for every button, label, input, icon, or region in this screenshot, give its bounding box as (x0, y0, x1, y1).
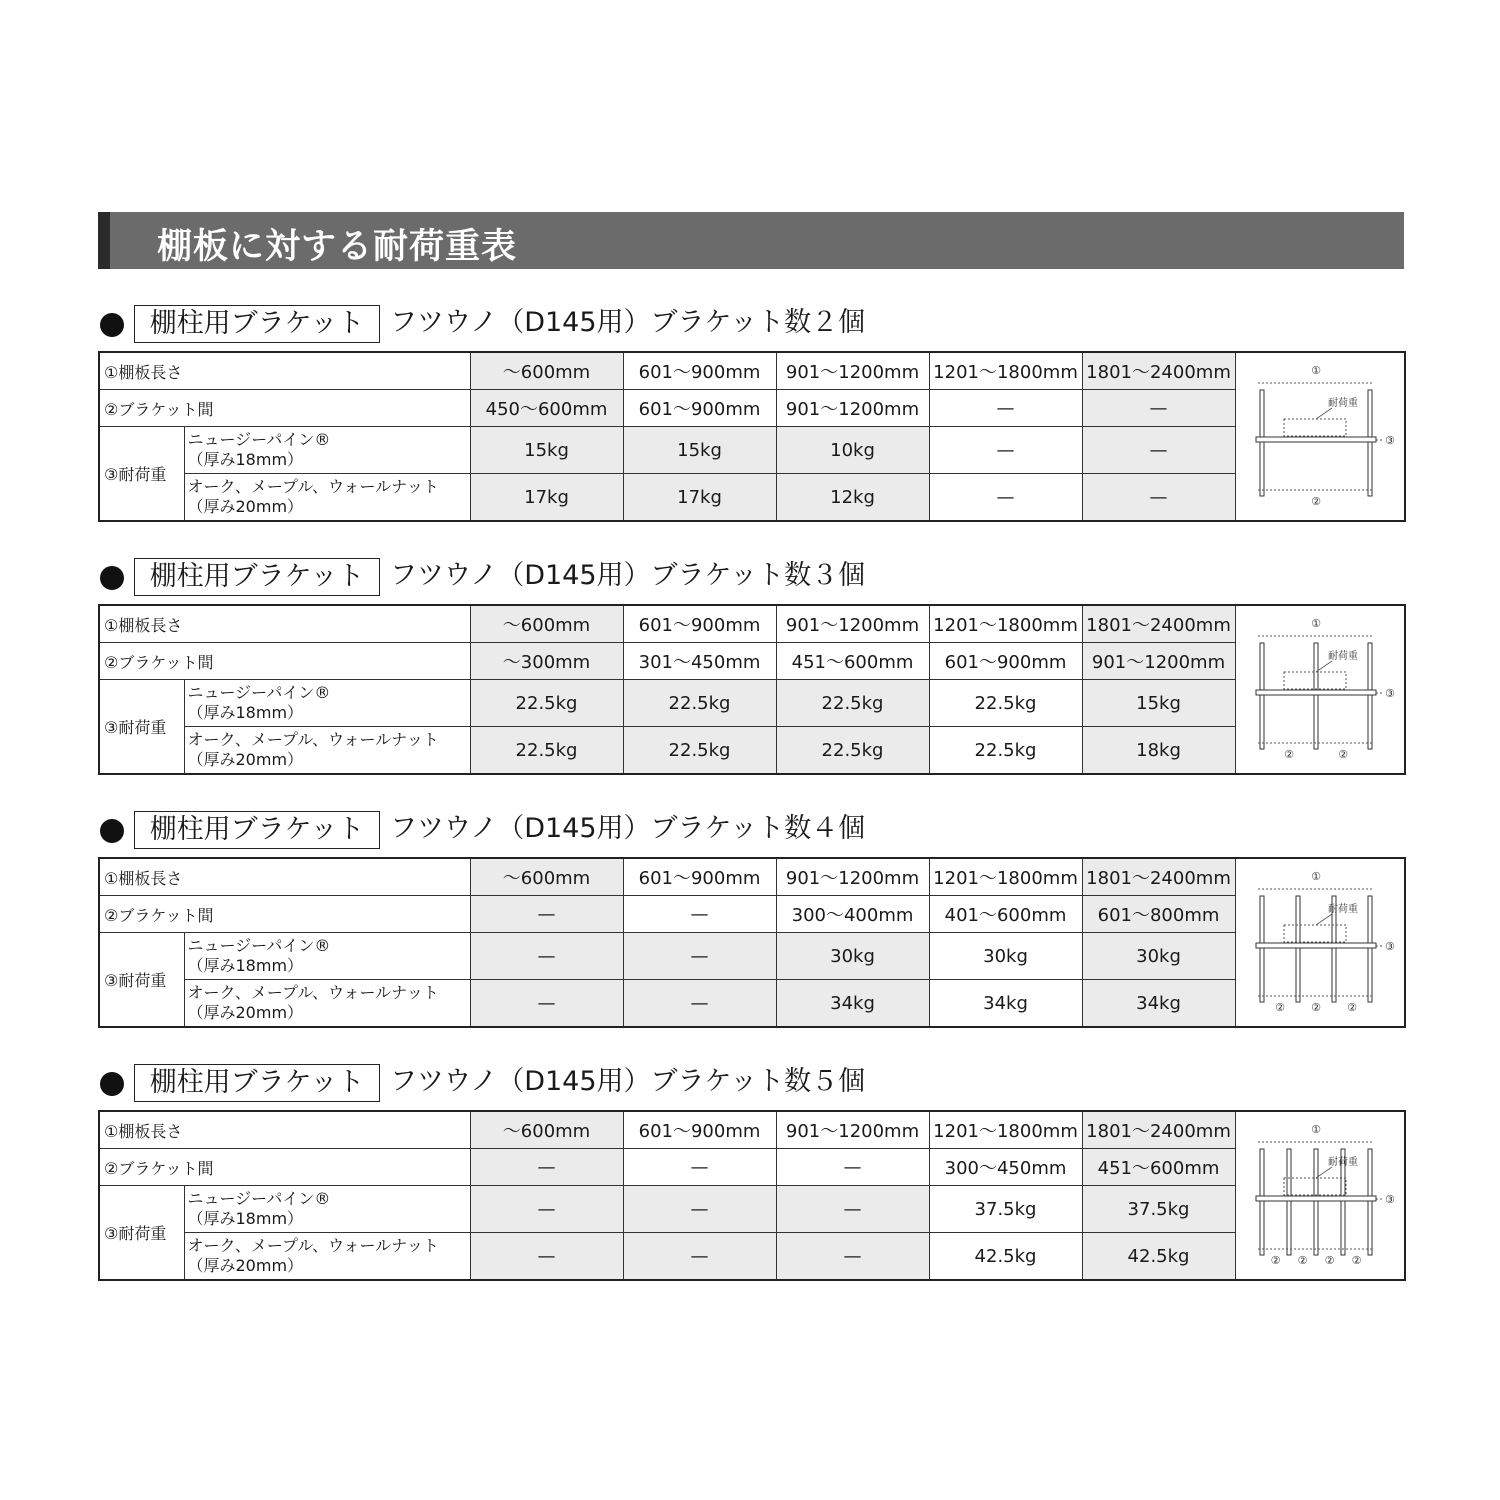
load-hardwood-row (99, 1233, 1405, 1281)
material-label: オーク、メープル、ウォールナット （厚み20mm） (184, 1233, 470, 1281)
material-label: ニュージーパイン® （厚み18mm） (184, 427, 470, 474)
spacing-marker: ② (1274, 1000, 1285, 1014)
load-hardwood-row (99, 727, 1405, 775)
row-label: ②ブラケット間 (99, 1149, 470, 1186)
length-marker: ① (1310, 869, 1321, 883)
upright-post (1368, 390, 1372, 496)
value-cell: — (470, 896, 623, 933)
upright-post (1287, 1149, 1291, 1255)
value-cell: — (1082, 474, 1235, 522)
value-cell: 30kg (1082, 933, 1235, 980)
shelf-board (1256, 437, 1376, 442)
value-cell: 10kg (776, 427, 929, 474)
value-cell: 22.5kg (929, 727, 1082, 775)
material-label: ニュージーパイン® （厚み18mm） (184, 933, 470, 980)
row-label: ②ブラケット間 (99, 643, 470, 680)
value-cell: 601～900mm (623, 605, 776, 643)
row-label: ②ブラケット間 (99, 390, 470, 427)
shelf-diagram (1238, 362, 1402, 512)
value-cell: 42.5kg (1082, 1233, 1235, 1281)
length-row (99, 858, 1405, 896)
spacing-marker: ② (1270, 1253, 1281, 1267)
load-hardwood-row (99, 474, 1405, 522)
value-cell: 601～900mm (623, 858, 776, 896)
section-title: フツウノ（D145用）ブラケット数３個 (390, 560, 866, 591)
row-label: ③耐荷重 (99, 680, 184, 775)
material-label: ニュージーパイン® （厚み18mm） (184, 1186, 470, 1233)
value-cell: ～600mm (470, 858, 623, 896)
diagram-cell (1235, 352, 1405, 521)
thickness-marker: ③ (1384, 433, 1395, 447)
spacing-row (99, 896, 1405, 933)
load-table (98, 857, 1406, 1028)
value-cell: 301～450mm (623, 643, 776, 680)
value-cell: 901～1200mm (776, 1111, 929, 1149)
shelf-board (1256, 943, 1376, 948)
material-label: オーク、メープル、ウォールナット （厚み20mm） (184, 474, 470, 522)
value-cell: 34kg (776, 980, 929, 1028)
value-cell: 1801～2400mm (1082, 858, 1235, 896)
value-cell: 15kg (1082, 680, 1235, 727)
upright-post (1260, 1149, 1264, 1255)
shelf-diagram (1238, 1121, 1402, 1271)
spacing-row (99, 1149, 1405, 1186)
bracket-type-tag: 棚柱用ブラケット (134, 1064, 380, 1102)
value-cell: 22.5kg (470, 680, 623, 727)
section-heading (98, 810, 1404, 850)
bracket-type-tag: 棚柱用ブラケット (134, 305, 380, 343)
thickness-marker: ③ (1384, 939, 1395, 953)
value-cell: 901～1200mm (776, 858, 929, 896)
value-cell: — (470, 1149, 623, 1186)
value-cell: 901～1200mm (776, 390, 929, 427)
load-pine-row (99, 427, 1405, 474)
value-cell: — (623, 1186, 776, 1233)
value-cell: 451～600mm (1082, 1149, 1235, 1186)
load-label: 耐荷重 (1327, 650, 1358, 662)
value-cell: 1201～1800mm (929, 858, 1082, 896)
value-cell: 34kg (1082, 980, 1235, 1028)
load-section (98, 810, 1404, 1022)
load-label: 耐荷重 (1327, 1156, 1358, 1168)
spacing-marker: ② (1337, 747, 1348, 761)
value-cell: — (929, 390, 1082, 427)
spacing-marker: ② (1283, 747, 1294, 761)
load-table (98, 604, 1406, 775)
value-cell: 601～900mm (623, 1111, 776, 1149)
value-cell: 1801～2400mm (1082, 1111, 1235, 1149)
shelf-diagram (1238, 868, 1402, 1018)
value-cell: 401～600mm (929, 896, 1082, 933)
value-cell: 37.5kg (929, 1186, 1082, 1233)
value-cell: — (929, 474, 1082, 522)
load-table (98, 1110, 1406, 1281)
value-cell: — (623, 1149, 776, 1186)
value-cell: 30kg (929, 933, 1082, 980)
value-cell: ～600mm (470, 352, 623, 390)
bracket-type-tag: 棚柱用ブラケット (134, 811, 380, 849)
row-label: ③耐荷重 (99, 933, 184, 1028)
value-cell: 37.5kg (1082, 1186, 1235, 1233)
upright-post (1260, 896, 1264, 1002)
value-cell: 1201～1800mm (929, 1111, 1082, 1149)
value-cell: 22.5kg (623, 727, 776, 775)
thickness-marker: ③ (1384, 1192, 1395, 1206)
bullet-icon (100, 313, 124, 337)
load-area (1284, 925, 1346, 942)
upright-post (1260, 390, 1264, 496)
section-heading (98, 1063, 1404, 1103)
upright-post (1314, 1149, 1318, 1255)
value-cell: 1801～2400mm (1082, 352, 1235, 390)
load-leader (1316, 914, 1332, 925)
load-table (98, 351, 1406, 522)
value-cell: 901～1200mm (776, 605, 929, 643)
value-cell: 1201～1800mm (929, 352, 1082, 390)
material-label: オーク、メープル、ウォールナット （厚み20mm） (184, 727, 470, 775)
value-cell: ～600mm (470, 1111, 623, 1149)
value-cell: 901～1200mm (776, 352, 929, 390)
value-cell: 22.5kg (470, 727, 623, 775)
value-cell: 1201～1800mm (929, 605, 1082, 643)
shelf-diagram (1238, 615, 1402, 765)
value-cell: 17kg (470, 474, 623, 522)
value-cell: 601～900mm (623, 352, 776, 390)
page-title-banner (98, 212, 1404, 269)
value-cell: 17kg (623, 474, 776, 522)
value-cell: 18kg (1082, 727, 1235, 775)
value-cell: — (623, 933, 776, 980)
page-title: 棚板に対する耐荷重表 (157, 227, 518, 267)
value-cell: — (470, 933, 623, 980)
bullet-icon (100, 566, 124, 590)
value-cell: 12kg (776, 474, 929, 522)
upright-post (1296, 896, 1300, 1002)
spacing-marker: ② (1310, 494, 1321, 508)
load-pine-row (99, 933, 1405, 980)
value-cell: 300～400mm (776, 896, 929, 933)
diagram-cell (1235, 858, 1405, 1027)
load-label: 耐荷重 (1327, 397, 1358, 409)
load-section (98, 1063, 1404, 1275)
value-cell: 450～600mm (470, 390, 623, 427)
upright-post (1368, 896, 1372, 1002)
value-cell: 22.5kg (776, 680, 929, 727)
material-label: ニュージーパイン® （厚み18mm） (184, 680, 470, 727)
section-title: フツウノ（D145用）ブラケット数４個 (390, 813, 866, 844)
value-cell: — (776, 1233, 929, 1281)
load-section (98, 557, 1404, 769)
spacing-marker: ② (1346, 1000, 1357, 1014)
upright-post (1314, 643, 1318, 749)
length-row (99, 1111, 1405, 1149)
section-heading (98, 304, 1404, 344)
value-cell: 15kg (623, 427, 776, 474)
load-section (98, 304, 1404, 516)
length-marker: ① (1310, 616, 1321, 630)
row-label: ③耐荷重 (99, 1186, 184, 1281)
value-cell: 451～600mm (776, 643, 929, 680)
value-cell: — (776, 1186, 929, 1233)
value-cell: — (623, 980, 776, 1028)
value-cell: — (623, 1233, 776, 1281)
value-cell: — (1082, 390, 1235, 427)
row-label: ①棚板長さ (99, 858, 470, 896)
value-cell: 30kg (776, 933, 929, 980)
value-cell: 601～900mm (929, 643, 1082, 680)
shelf-board (1256, 1196, 1376, 1201)
value-cell: 22.5kg (776, 727, 929, 775)
value-cell: — (1082, 427, 1235, 474)
value-cell: 42.5kg (929, 1233, 1082, 1281)
value-cell: — (470, 1233, 623, 1281)
value-cell: — (470, 1186, 623, 1233)
value-cell: 601～900mm (623, 390, 776, 427)
value-cell: 601～800mm (1082, 896, 1235, 933)
section-title: フツウノ（D145用）ブラケット数２個 (390, 307, 866, 338)
value-cell: 22.5kg (623, 680, 776, 727)
length-marker: ① (1310, 1122, 1321, 1136)
bullet-icon (100, 819, 124, 843)
value-cell: 34kg (929, 980, 1082, 1028)
value-cell: ～600mm (470, 605, 623, 643)
value-cell: 300～450mm (929, 1149, 1082, 1186)
bracket-type-tag: 棚柱用ブラケット (134, 558, 380, 596)
value-cell: — (623, 896, 776, 933)
value-cell: 901～1200mm (1082, 643, 1235, 680)
upright-post (1368, 643, 1372, 749)
spacing-row (99, 643, 1405, 680)
length-marker: ① (1310, 363, 1321, 377)
load-label: 耐荷重 (1327, 903, 1358, 915)
row-label: ①棚板長さ (99, 605, 470, 643)
upright-post (1260, 643, 1264, 749)
spacing-marker: ② (1297, 1253, 1308, 1267)
value-cell: 22.5kg (929, 680, 1082, 727)
row-label: ③耐荷重 (99, 427, 184, 522)
diagram-cell (1235, 1111, 1405, 1280)
diagram-cell (1235, 605, 1405, 774)
value-cell: 1801～2400mm (1082, 605, 1235, 643)
shelf-board (1256, 690, 1376, 695)
length-row (99, 605, 1405, 643)
spacing-marker: ② (1324, 1253, 1335, 1267)
section-heading (98, 557, 1404, 597)
length-row (99, 352, 1405, 390)
material-label: オーク、メープル、ウォールナット （厚み20mm） (184, 980, 470, 1028)
load-pine-row (99, 680, 1405, 727)
value-cell: ～300mm (470, 643, 623, 680)
value-cell: — (470, 980, 623, 1028)
row-label: ①棚板長さ (99, 1111, 470, 1149)
load-area (1284, 419, 1346, 436)
load-pine-row (99, 1186, 1405, 1233)
bullet-icon (100, 1072, 124, 1096)
value-cell: — (776, 1149, 929, 1186)
value-cell: — (929, 427, 1082, 474)
thickness-marker: ③ (1384, 686, 1395, 700)
spacing-marker: ② (1310, 1000, 1321, 1014)
value-cell: 15kg (470, 427, 623, 474)
spacing-marker: ② (1351, 1253, 1362, 1267)
load-leader (1316, 408, 1332, 419)
row-label: ②ブラケット間 (99, 896, 470, 933)
upright-post (1368, 1149, 1372, 1255)
section-title: フツウノ（D145用）ブラケット数５個 (390, 1066, 866, 1097)
load-hardwood-row (99, 980, 1405, 1028)
row-label: ①棚板長さ (99, 352, 470, 390)
spacing-row (99, 390, 1405, 427)
